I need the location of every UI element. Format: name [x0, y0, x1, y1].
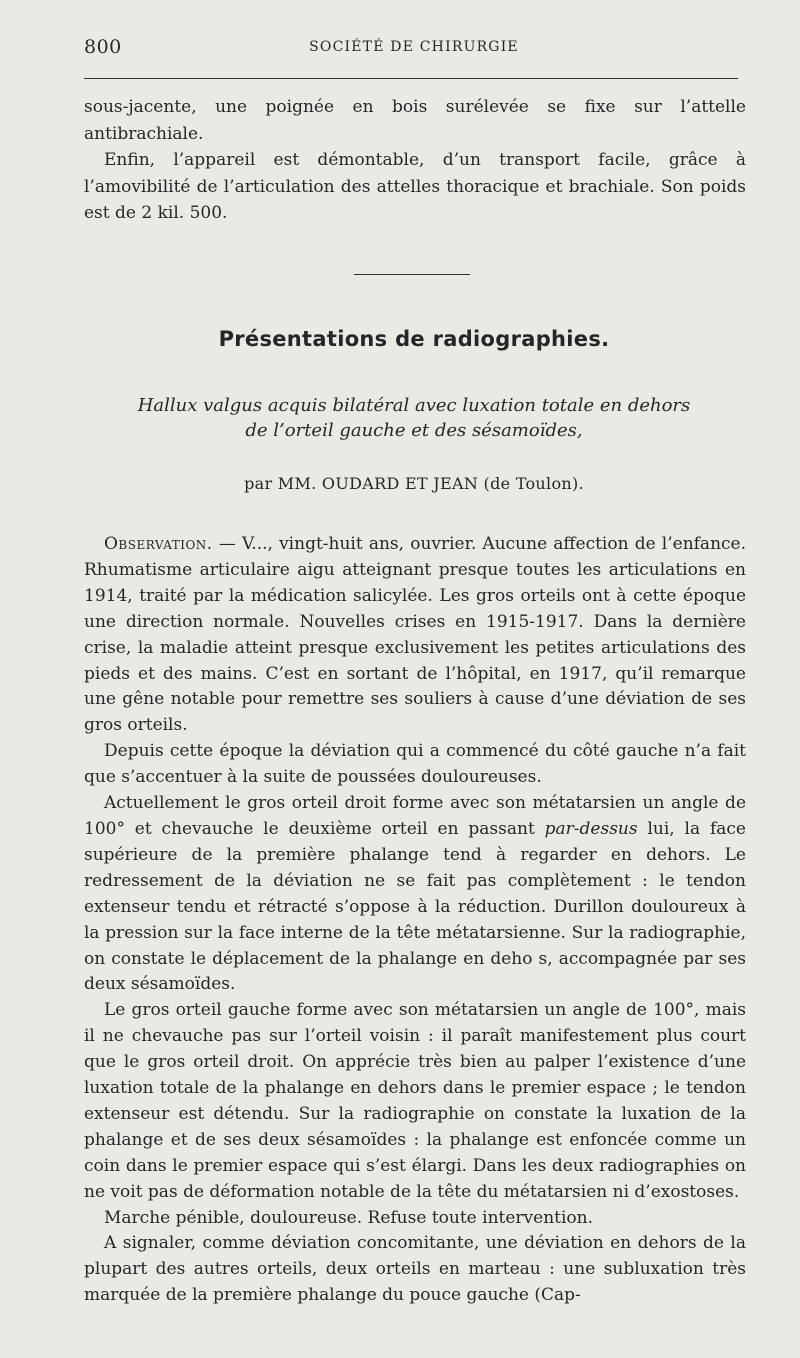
paragraph: A signaler, comme déviation concomitante, une déviation en dehors de la plupart des autres orteils, deux orteils en marteau : une subluxation très marquée de la première phalange du pouce gauche (Cap- — [84, 1233, 746, 1306]
paragraph: Marche pénible, douloureuse. Refuse toute intervention. — [104, 1207, 594, 1228]
paragraph-text: — V..., vingt-huit ans, ouvrier. Aucune affection de l’enfance. Rhumatisme articulaire aigu atteignant presque toutes les articulations en 1914, traité par la médication salicylée. Les gros orteils ont à cette époque une direction normale. Nouvelles crises en 1915-1917. Dans la dernière crise, la maladie atteint presque exclusivement les petites articulations des pieds et des mains. C’est en sortant de l’hôpital, en 1917, qu’il remarque une gêne notable pour remettre ses souliers à cause d’une déviation de ses gros orteils. — [84, 534, 746, 736]
subtitle-line: Hallux valgus acquis bilatéral avec luxation totale en dehors — [137, 395, 691, 416]
section-title: Présentations de radiographies. — [218, 327, 610, 351]
section-divider — [354, 274, 470, 275]
continuation-text — [84, 94, 746, 227]
running-head: SOCIÉTÉ DE CHIRURGIE — [309, 39, 519, 55]
paragraph: Depuis cette époque la déviation qui a commencé du côté gauche n’a fait que s’accentuer à la suite de poussées douloureuses. — [84, 741, 746, 788]
paragraph — [84, 532, 746, 739]
authors-line: par MM. OUDARD ET JEAN (de Toulon). — [244, 474, 584, 493]
page-number: 800 — [84, 36, 122, 58]
paragraph — [84, 791, 746, 998]
header-rule — [84, 78, 738, 79]
article-subtitle — [84, 393, 744, 443]
paragraph: Enfin, l’appareil est démontable, d’un transport facile, grâce à l’amovibilité de l’articulation des attelles thoracique et brachiale. Son poids est de 2 kil. 500. — [84, 150, 746, 223]
article-body — [84, 532, 746, 1309]
page-header — [84, 36, 744, 60]
paragraph: Le gros orteil gauche forme avec son métatarsien un angle de 100°, mais il ne chevauche pas sur l’orteil voisin : il paraît manifestement plus court que le gros orteil droit. On apprécie très bien au palper l’existence d’une luxation totale de la phalange en dehors dans le premier espace ; le tendon extenseur est détendu. Sur la radiographie on constate la luxation de la phalange et de ses deux sésamoïdes : la phalange est enfoncée comme un coin dans le premier espace qui s’est élargi. Dans les deux radiographies on ne voit pas de déformation notable de la tête du métatarsien ni d’exostoses. — [84, 1000, 746, 1202]
subtitle-line: de l’orteil gauche et des sésamoïdes, — [245, 420, 583, 441]
paragraph: sous-jacente, une poignée en bois surélevée se fixe sur l’attelle antibrachiale. — [84, 97, 746, 144]
paragraph-text: Actuellement le gros orteil droit forme avec son métatarsien un angle de 100° et chevauche le deuxième orteil en passant — [84, 793, 746, 839]
italic-text: par-dessus — [544, 818, 638, 839]
observation-label: Observation. — [104, 534, 213, 554]
paragraph-text: lui, la face supérieure de la première phalange tend à regarder en dehors. Le redressement de la déviation ne se fait pas complètement : le tendon extenseur tendu et rétracté s’oppose à la réduction. Durillon douloureux à la pression sur la face interne de la tête métatarsienne. Sur la radiographie, on constate le déplacement de la phalange en deho s, accompagnée par ses deux sésamoïdes. — [84, 818, 746, 995]
